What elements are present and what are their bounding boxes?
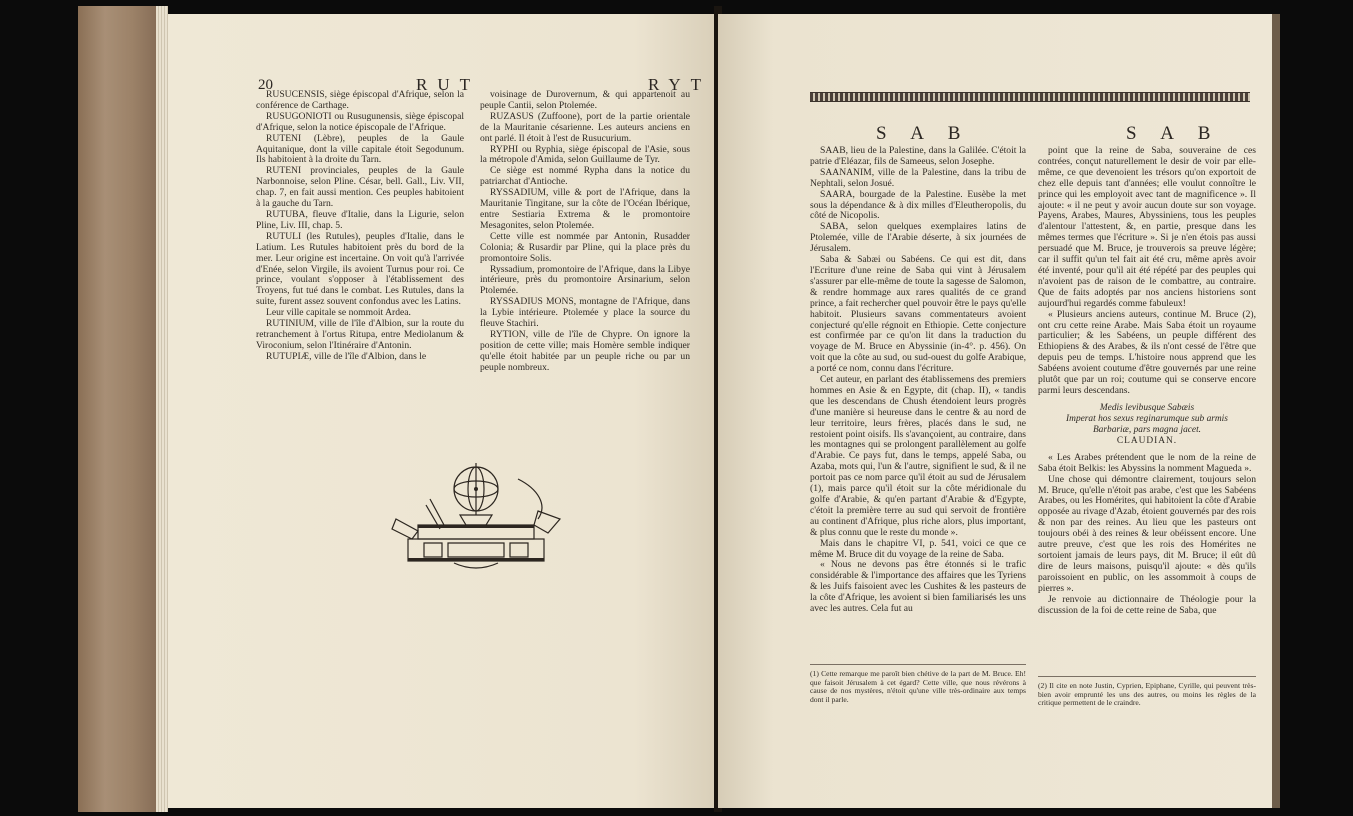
book-cover-left-edge: [78, 6, 168, 812]
entry-paragraph: Une chose qui démontre clairement, toujours selon M. Bruce, qu'elle n'étoit pas arabe, c'est que les Sabéens Arabes, ou les Homérites, qui habitoient la côte d'Arabie opposée au rivage d'Azab, étoient gouvernés par des rois & non par des reines. Au lieu que les pasteurs ont toujours obéi à des reines & leur obéissent encore. Une autre preuve, c'est que les rois des Homérites ne sortoient jamais de leurs pays, dit M. Bruce; il eût dû dire de leurs maisons, puisqu'il ajoute: « dès qu'ils paroissoient en public, on les assommoit à coups de pierres ».: [1038, 473, 1256, 594]
entry-paragraph: RUTINIUM, ville de l'île d'Albion, sur la route du retranchement à l'ortus Ritupa, entre Mediolanum & Viroconium, selon l'Itinéraire d'Antonin.: [256, 318, 464, 351]
left-page: [168, 14, 716, 808]
engraved-vignette: [388, 459, 564, 577]
page-number: 20: [258, 77, 273, 93]
entry-paragraph: Leur ville capitale se nommoit Ardea.: [266, 307, 411, 319]
footnote-1: (1) Cette remarque me paroît bien chétive de la part de M. Bruce. Eh! que faisoit Jérusalem à cet égard? Cette ville, que nous révérons à cause de nos mystères, n'étoit qu'une ville très-ordinaire aux temps dont il parle.: [810, 669, 1026, 704]
entry-paragraph: Je renvoie au dictionnaire de Théologie pour la discussion de la foi de cette reine de Saba, que: [1038, 593, 1256, 616]
running-head-right: S A B: [1126, 123, 1221, 144]
entry-paragraph: point que la reine de Saba, souveraine de ces contrées, conçut naturellement le desir de voir par elle-même, ce que devenoient les trésors qu'on exportoit de chez elle depuis tant d'années; elle voulut connoître le prince qui les employoit avec tant de magnificence ». Il ajoute: « il ne peut y avoir aucun doute sur son voyage. Payens, Arabes, Maures, Abyssiniens, tous les peuples d'alentour l'attestent, &, en partie, presque dans les mêmes termes que l'écriture ». Si je n'en étois pas aussi persuadé que M. Bruce, je trouverois sa preuve légère; car il suffit qu'un tel fait ait été cru, même après avoir été inventé, pour qu'il ait été répété par des peuples qui n'avoient pas de raison de le combattre, au contraire. Que de faits adoptés par nos anciens historiens sont aujourd'hui regardés comme fabuleux!: [1038, 145, 1256, 309]
latin-verse-quotation: [1038, 403, 1256, 447]
footnote-rule: [1038, 676, 1256, 677]
entry-paragraph: SAARA, bourgade de la Palestine. Eusèbe la met sous la dépendance & à dix milles d'Eleutheropolis, du côté de Nicopolis.: [810, 188, 1026, 222]
right-page-column-2: [1038, 146, 1256, 616]
right-page: [718, 14, 1273, 808]
entry-paragraph: SAAB, lieu de la Palestine, dans la Galilée. C'étoit la patrie d'Eléazar, fils de Sameeus, selon Josephe.: [810, 145, 1026, 167]
footnote-rule: [810, 664, 1026, 665]
book-spread: [78, 6, 1280, 812]
entry-paragraph: RUTUPIÆ, ville de l'île d'Albion, dans le: [266, 350, 427, 362]
entry-paragraph: RUZASUS (Zuffoone), port de la partie orientale de la Mauritanie césarienne. Les auteurs anciens en ont parlé. Il étoit à l'est de Rusucurium.: [480, 110, 690, 144]
entry-paragraph: « Plusieurs anciens auteurs, continue M. Bruce (2), ont cru cette reine Arabe. Mais Saba étoit un royaume particulier; & les Sabéens, un peuple différent des Ethiopiens & des Arabes, & ils n'ont cessé de l'être que depuis peu de temps. L'histoire nous apprend que les Sabéens avoient coutume d'être gouvernés par une reine plutôt que par un roi; coutume qui se conserve encore parmi leurs descendans.: [1038, 308, 1256, 396]
entry-paragraph: Saba & Sabæi ou Sabéens. Ce qui est dit, dans l'Ecriture d'une reine de Saba qui vint à Jérusalem s'assurer par elle-même de toute la sagesse de Salomon, & rendre hommage aux rares qualités de ce grand prince, a fait rechercher quel pouvoir être le pays qu'elle habitoit. Plusieurs savans commentateurs avoient conjecturé qu'elle régnoit en Ethiopie. Cette conjecture est confirmée par ce qu'on lit dans la traduction du voyage de M. Bruce en Abyssinie (in-4°. p. 456). On voit que la côte au sud, ou sud-ouest du golfe Arabique, a porté ce nom, connu dans l'écriture.: [810, 254, 1026, 375]
entry-paragraph: RYTION, ville de l'île de Chypre. On ignore la position de cette ville; mais Homère semble indiquer qu'elle étoit habitée par un peuple riche ou par un peuple nombreux.: [480, 328, 690, 373]
verse-author: CLAUDIAN.: [1116, 435, 1178, 446]
verse-line: Barbariæ, pars magna jacet.: [1092, 424, 1202, 435]
entry-paragraph: RUTUBA, fleuve d'Italie, dans la Ligurie, selon Pline, Liv. III, chap. 5.: [256, 208, 464, 231]
header-ornament: [810, 92, 1250, 102]
entry-paragraph: « Les Arabes prétendent que le nom de la reine de Saba étoit Belkis: les Abyssins la nomment Magueda ».: [1038, 451, 1256, 474]
entry-paragraph: RUTENI provinciales, peuples de la Gaule Narbonnoise, selon Pline. César, bell. Gall., Liv. VII, chap. 7, en fait aussi mention. Ces peuples habitoient à la gauche du Tarn.: [256, 165, 464, 210]
entry-paragraph: Ryssadium, promontoire de l'Afrique, dans la Libye intérieure, près du promontoire Arsinarium, selon Ptolemée.: [480, 263, 690, 297]
entry-paragraph: RUSUGONIOTI ou Rusugunensis, siège épiscopal d'Afrique, selon la notice épiscopale de l'Afrique.: [256, 110, 464, 133]
entry-paragraph: « Nous ne devons pas être étonnés si le trafic considérable & l'importance des affaires que les Tyriens & les Juifs faisoient avec les Cushites & les pasteurs de la côte d'Afrique, les avoient si bien familiarisés les uns avec les autres. Cela fut au: [810, 559, 1026, 615]
entry-paragraph: RYPHI ou Ryphia, siège épiscopal de l'Asie, sous la métropole d'Amida, selon Guillaume de Tyr.: [480, 143, 690, 166]
verse-line: Medis levibusque Sabæis: [1099, 402, 1195, 413]
book-cover-right-edge: [1272, 14, 1280, 808]
verse-line: Imperat hos sexus reginarumque sub armis: [1066, 413, 1228, 424]
entry-paragraph: RUTULI (les Rutules), peuples d'Italie, dans le Latium. Les Rutules habitoient près du bord de la mer. Leur origine est incertaine. On voit qu'à l'arrivée d'Enée, selon Virgile, ils avoient Turnus pour roi. Ce prince, voulant s'opposer à l'établissement des Troyens, fut tué dans le combat. Les Rutules, dans la suite, furent assez souvent confondus avec les Latins.: [256, 230, 464, 308]
entry-paragraph: Cet auteur, en parlant des établissemens des premiers hommes en Asie & en Egypte, dit (chap. II), « tandis que les descendans de Chush étendoient leurs progrès d'une manière si heureuse dans le centre & au nord de leur territoire, leurs frères, placés dans le sud, ne restoient point oisifs. Ils s'avançoient, au contraire, dans les montagnes qui se prolongent parallèlement au golfe d'Arabie. Ce pays fut, dans le temps, appelé Saba, ou Azaba, mots qui, l'un & l'autre, signifient le sud, & il ne portoit pas ce nom parce qu'il étoit au sud de Jérusalem (1), mais parce qu'il étoit sur la côte méridionale du golfe d'Arabie, & qu'en partant d'Arabie & d'Egypte, c'étoit la première terre au sud qui servoit de frontière au continent d'Afrique, plus riche alors, plus important, & plus connu que le reste du monde ».: [810, 374, 1026, 538]
running-head-right: RYT: [648, 75, 712, 94]
entry-paragraph: Cette ville est nommée par Antonin, Rusadder Colonia; & Rusardir par Pline, qui la place près du promontoire Solis.: [480, 230, 690, 264]
entry-paragraph: RYSSADIUS MONS, montagne de l'Afrique, dans la Lybie intérieure. Ptolemée y place la source du fleuve Stachiri.: [480, 296, 690, 330]
left-page-column-2: [480, 90, 690, 374]
left-page-column-1: [256, 90, 464, 363]
entry-paragraph: RUTENI (Lèbre), peuples de la Gaule Aquitanique, dont la ville capitale étoit Segodunum. Ils habitoient à la droite du Tarn.: [256, 132, 464, 166]
entry-paragraph: RYSSADIUM, ville & port de l'Afrique, dans la Mauritanie Tingitane, sur la côte de l'Océan Ibérique, entre Sestiaria Extrema & le promontoire Mesagonites, selon Ptolemée.: [480, 187, 690, 231]
entry-paragraph: voisinage de Durovernum, & qui appartenoit au peuple Cantii, selon Ptolemée.: [480, 89, 690, 111]
footnote-2: (2) Il cite en note Justin, Cyprien, Epiphane, Cyrille, qui peuvent très-bien avoir emprunté les uns des autres, ou moins les règles de la critique permettent de le craindre.: [1038, 681, 1256, 708]
right-page-column-1: [810, 146, 1026, 615]
entry-paragraph: SABA, selon quelques exemplaires latins de Ptolemée, ville de l'Arabie déserte, à six journées de Jérusalem.: [810, 221, 1026, 255]
running-head-left: S A B: [876, 123, 971, 144]
entry-paragraph: Mais dans le chapitre VI, p. 541, voici ce que ce même M. Bruce dit du voyage de la reine de Saba.: [810, 537, 1026, 560]
running-head-left: RUT: [416, 75, 480, 94]
entry-paragraph: RUSUCENSIS, siège épiscopal d'Afrique, selon la conférence de Carthage.: [256, 89, 464, 111]
entry-paragraph: SAANANIM, ville de la Palestine, dans la tribu de Nephtali, selon Josué.: [810, 166, 1026, 189]
entry-paragraph: Ce siège est nommé Rypha dans la notice du patriarchat d'Antioche.: [480, 165, 690, 188]
